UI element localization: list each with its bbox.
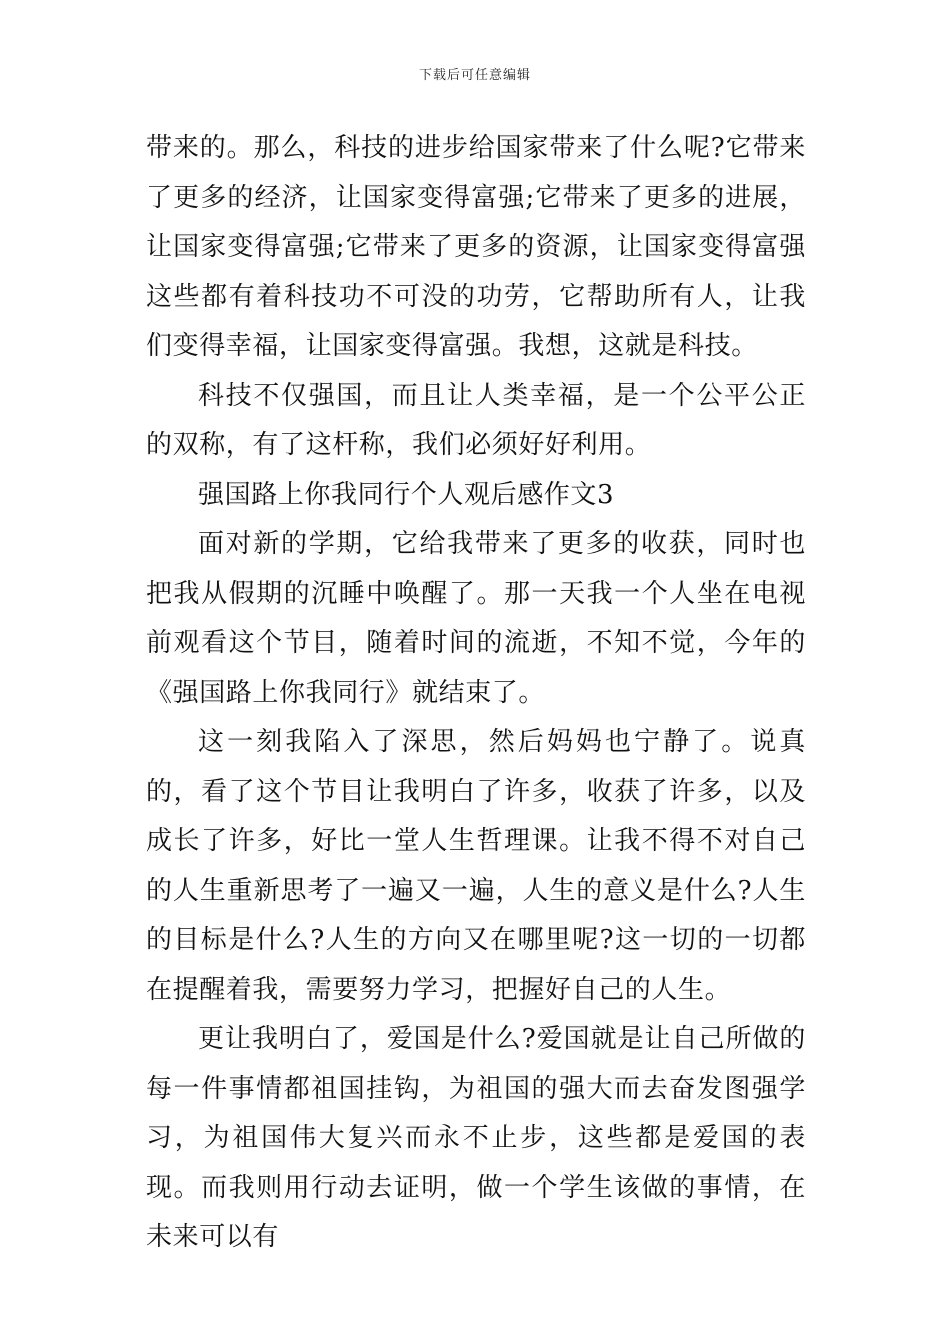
paragraph-3: 面对新的学期，它给我带来了更多的收获，同时也把我从假期的沉睡中唤醒了。那一天我一个人坐在电视前观看这个节目，随着时间的流逝，不知不觉，今年的《强国路上你我同行》就结束了。 xyxy=(146,529,806,708)
paragraph-1: 带来的。那么，科技的进步给国家带来了什么呢?它带来了更多的经济，让国家变得富强;它带来了更多的进展，让国家变得富强;它带来了更多的资源，让国家变得富强这些都有着科技功不可没的功劳，它帮助所有人，让我们变得幸福，让国家变得富强。我想，这就是科技。 xyxy=(146,133,806,361)
document-body xyxy=(146,124,806,1263)
paragraph-2: 科技不仅强国，而且让人类幸福，是一个公平公正的双称，有了这杆称，我们必须好好利用。 xyxy=(146,380,806,460)
paragraph-4: 这一刻我陷入了深思，然后妈妈也宁静了。说真的，看了这个节目让我明白了许多，收获了许多，以及成长了许多，好比一堂人生哲理课。让我不得不对自己的人生重新思考了一遍又一遍，人生的意义是什么?人生的目标是什么?人生的方向又在哪里呢?这一切的一切都在提醒着我，需要努力学习，把握好自己的人生。 xyxy=(146,727,806,1005)
section-heading: 强国路上你我同行个人观后感作文3 xyxy=(198,479,615,510)
page-header-note: 下载后可任意编辑 xyxy=(418,68,531,83)
paragraph-5: 更让我明白了，爱国是什么?爱国就是让自己所做的每一件事情都祖国挂钩，为祖国的强大而去奋发图强学习，为祖国伟大复兴而永不止步，这些都是爱国的表现。而我则用行动去证明，做一个学生该做的事情，在未来可以有 xyxy=(146,1024,806,1252)
